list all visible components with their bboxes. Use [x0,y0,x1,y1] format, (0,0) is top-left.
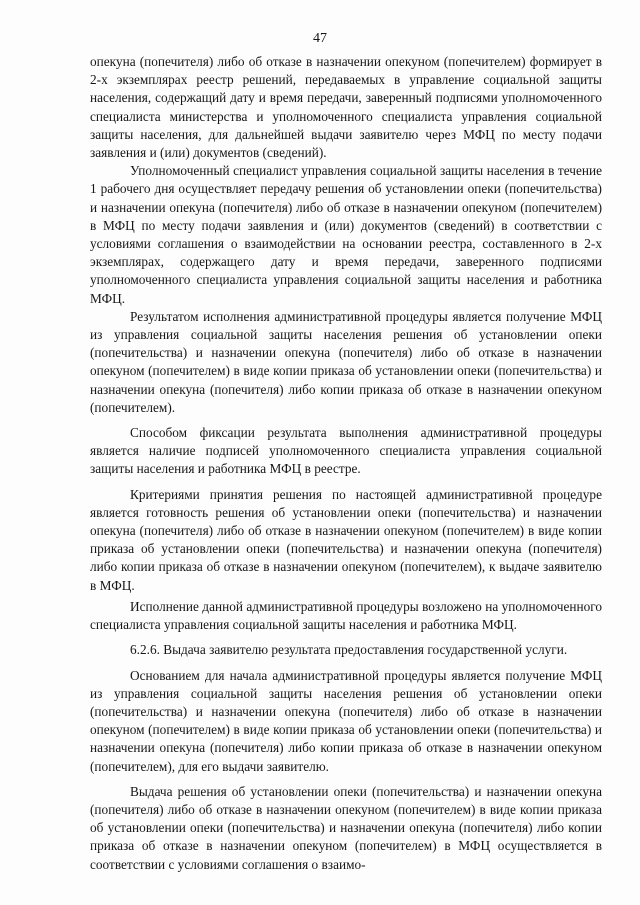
paragraph: Способом фиксации результата выполнения административной процедуры является наличие подписей уполномоченного специалиста управления социальной защиты населения и работника МФЦ в реестре. [90,425,602,477]
document-body [90,53,602,874]
paragraph: Основанием для начала административной процедуры является получение МФЦ из управления социальной защиты населения решения об установлении опеки (попечительства) и назначении опекуна (попечителя) либо об отказе в назначении опекуном (попечителем) в виде копии приказа об установлении опеки (попечительства) и назначении опекуна (попечителя) либо копии приказа об отказе в назначении опекуном (попечителем), для его выдачи заявителю. [90,667,602,774]
paragraph: Результатом исполнения административной процедуры является получение МФЦ из управления социальной защиты населения решения об установлении опеки (попечительства) и назначении опекуна (попечителя) либо об отказе в назначении опекуном (попечителем) в виде копии приказа об установлении опеки (попечительства) и назначении опекуна (попечителя) либо копии приказа об отказе в назначении опекуном (попечителем). [90,308,602,415]
section-heading: 6.2.6. Выдача заявителю результата предоставления государственной услуги. [130,642,568,658]
page-number: 47 [313,31,327,46]
paragraph: Исполнение данной административной процедуры возложено на уполномоченного специалиста управления социальной защиты населения и работника МФЦ. [90,598,602,633]
paragraph: Выдача решения об установлении опеки (попечительства) и назначении опекуна (попечителя) либо об отказе в назначении опекуном (попечителем) в виде копии приказа об установлении опеки (попечительства) и назначении опекуна (попечителя) либо копии приказа об отказе в назначении опекуном (попечителем) в МФЦ осуществляется в соответствии с условиями соглашения о взаимо- [90,783,602,872]
paragraph: Уполномоченный специалист управления социальной защиты населения в течение 1 рабочего дня осуществляет передачу решения об установлении опеки (попечительства) и назначении опекуна (попечителя) либо об отказе в назначении опекуном (попечителем) в МФЦ по месту подачи заявления и (или) документов (сведений) в соответствии с условиями соглашения о взаимодействии на основании реестра, составленного в 2-х экземплярах, содержащего дату и время передачи, заверенного подписями уполномоченного специалиста управления социальной защиты населения и работника МФЦ. [90,163,602,306]
paragraph: опекуна (попечителя) либо об отказе в назначении опекуном (попечителем) формирует в 2-х экземплярах реестр решений, передаваемых в управление социальной защиты населения, содержащий дату и время передачи, заверенный подписями уполномоченного специалиста министерства и уполномоченного специалиста управления социальной защиты населения, для дальнейшей выдачи заявителю через МФЦ по месту подачи заявления и (или) документов (сведений). [90,54,602,161]
paragraph: Критериями принятия решения по настоящей административной процедуре является готовность решения об установлении опеки (попечительства) и назначении опекуна (попечителя) либо об отказе в назначении опекуном (попечителем) в виде копии приказа об установлении опеки (попечительства) и назначении опекуна (попечителя) либо копии приказа об отказе в назначении опекуном (попечителем), к выдаче заявителю в МФЦ. [90,486,602,593]
